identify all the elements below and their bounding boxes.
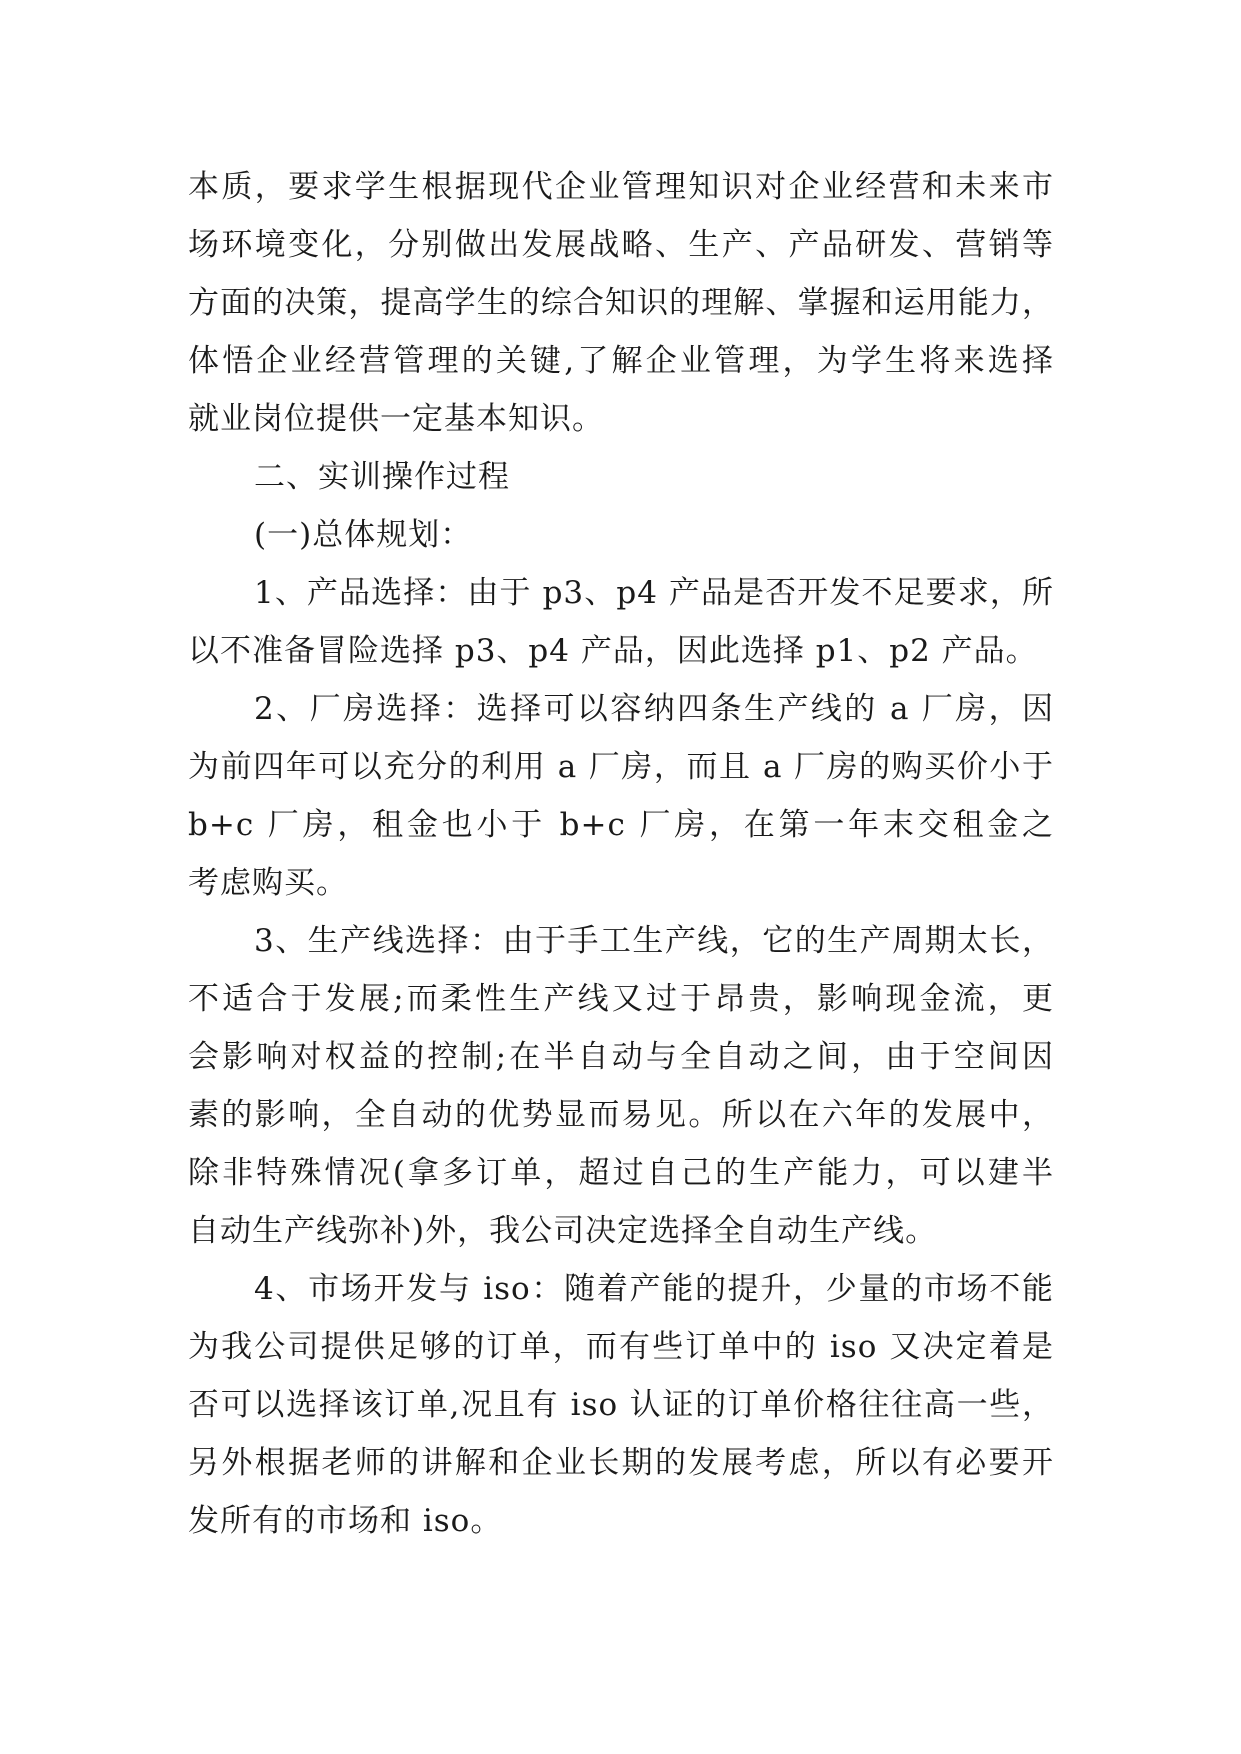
text-line: 方面的决策，提高学生的综合知识的理解、掌握和运用能力， — [188, 285, 1054, 321]
text-line: 另外根据老师的讲解和企业长期的发展考虑，所以有必要开 — [188, 1445, 1054, 1481]
text-line: 场环境变化，分别做出发展战略、生产、产品研发、营销等 — [188, 227, 1054, 263]
text-line: 会影响对权益的控制;在半自动与全自动之间，由于空间因 — [188, 1039, 1054, 1075]
text-line: 不适合于发展;而柔性生产线又过于昂贵，影响现金流，更 — [188, 981, 1054, 1017]
text-line: 1、产品选择：由于 p3、p4 产品是否开发不足要求，所 — [254, 575, 1054, 611]
text-line: 除非特殊情况(拿多订单，超过自己的生产能力，可以建半 — [188, 1155, 1054, 1191]
text-line: 为前四年可以充分的利用 a 厂房，而且 a 厂房的购买价小于 — [188, 749, 1054, 785]
text-line: 就业岗位提供一定基本知识。 — [188, 401, 604, 437]
text-line: 体悟企业经营管理的关键,了解企业管理，为学生将来选择 — [188, 343, 1054, 379]
text-line: 考虑购买。 — [188, 865, 348, 901]
text-line: 素的影响，全自动的优势显而易见。所以在六年的发展中， — [188, 1097, 1054, 1133]
text-line: 本质，要求学生根据现代企业管理知识对企业经营和未来市 — [188, 169, 1054, 205]
section-heading: 二、实训操作过程 — [254, 459, 510, 495]
text-line: 为我公司提供足够的订单，而有些订单中的 iso 又决定着是 — [188, 1329, 1054, 1365]
subsection-heading: (一)总体规划： — [254, 517, 473, 553]
text-line: 否可以选择该订单,况且有 iso 认证的订单价格往往高一些， — [188, 1387, 1054, 1423]
text-line: 自动生产线弥补)外，我公司决定选择全自动生产线。 — [188, 1213, 938, 1249]
text-line: 以不准备冒险选择 p3、p4 产品，因此选择 p1、p2 产品。 — [188, 633, 1038, 669]
text-line: b+c 厂房，租金也小于 b+c 厂房，在第一年末交租金之 — [188, 807, 1054, 843]
text-line: 发所有的市场和 iso。 — [188, 1503, 503, 1539]
text-line: 4、市场开发与 iso：随着产能的提升，少量的市场不能 — [254, 1271, 1054, 1307]
text-line: 2、厂房选择：选择可以容纳四条生产线的 a 厂房，因 — [254, 691, 1054, 727]
body-text — [188, 158, 1054, 1550]
text-line: 3、生产线选择：由于手工生产线，它的生产周期太长， — [254, 923, 1054, 959]
